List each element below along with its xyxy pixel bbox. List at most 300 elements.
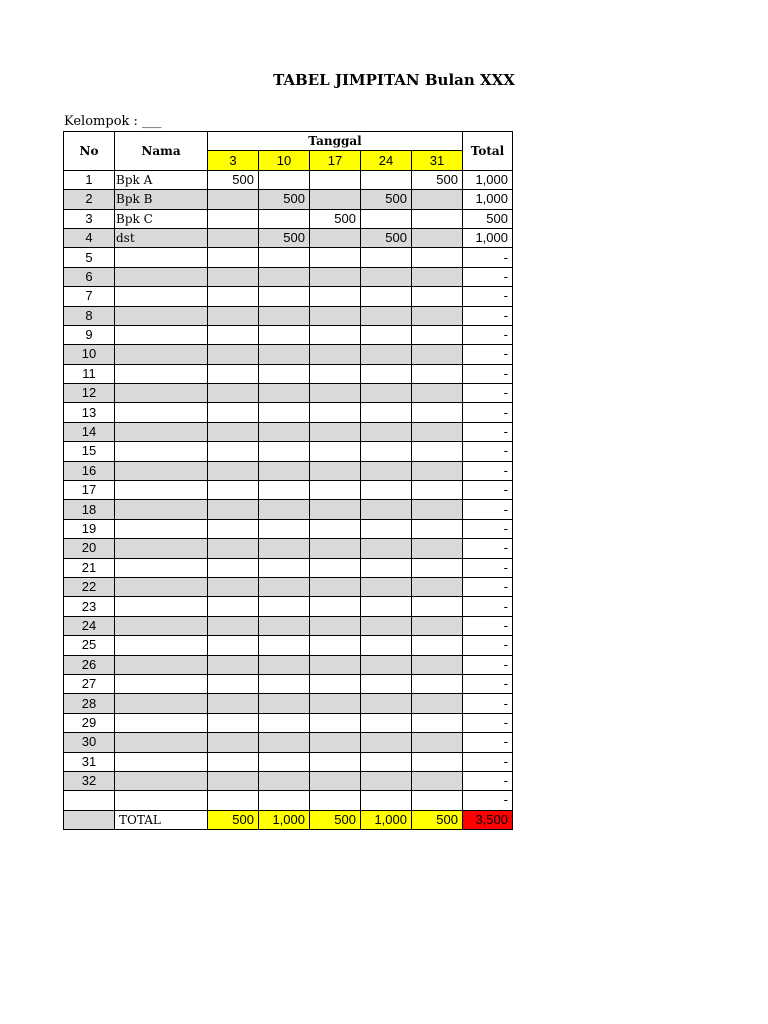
row-value: [208, 500, 259, 519]
table-row: [64, 384, 513, 403]
row-value: [412, 791, 463, 810]
table-row: [64, 500, 513, 519]
row-value: [310, 752, 361, 771]
row-name: [115, 577, 208, 596]
row-value: [361, 209, 412, 228]
table-row: [64, 713, 513, 732]
row-value: [259, 519, 310, 538]
row-value: [208, 267, 259, 286]
row-name: dst: [115, 228, 208, 247]
table-row: [64, 228, 513, 247]
row-name: Bpk B: [115, 190, 208, 209]
row-total: -: [463, 461, 513, 480]
row-value: [259, 558, 310, 577]
row-value: [208, 442, 259, 461]
table-row: [64, 519, 513, 538]
row-name: [115, 403, 208, 422]
row-total: 1,000: [463, 228, 513, 247]
row-value: [310, 422, 361, 441]
row-value: [259, 325, 310, 344]
row-value: [310, 674, 361, 693]
row-value: [310, 267, 361, 286]
row-name: [115, 422, 208, 441]
row-value: 500: [259, 190, 310, 209]
table-row: [64, 287, 513, 306]
row-value: [259, 694, 310, 713]
row-value: [412, 694, 463, 713]
row-value: [361, 345, 412, 364]
row-total: -: [463, 442, 513, 461]
row-number: 9: [64, 325, 115, 344]
row-value: [259, 481, 310, 500]
row-number: 17: [64, 481, 115, 500]
row-value: [310, 771, 361, 790]
row-value: [259, 577, 310, 596]
row-number: 12: [64, 384, 115, 403]
table-row: [64, 655, 513, 674]
total-cell: 500: [310, 810, 361, 829]
row-value: [412, 209, 463, 228]
row-value: 500: [310, 209, 361, 228]
total-no-cell: [64, 810, 115, 829]
row-total: -: [463, 771, 513, 790]
row-value: [259, 791, 310, 810]
row-number: 1: [64, 170, 115, 189]
total-row: [64, 810, 513, 829]
row-value: [310, 403, 361, 422]
row-value: [310, 481, 361, 500]
row-value: [259, 403, 310, 422]
row-value: [208, 616, 259, 635]
row-number: 22: [64, 577, 115, 596]
row-number: 16: [64, 461, 115, 480]
row-value: [259, 248, 310, 267]
row-value: [310, 791, 361, 810]
row-value: [310, 694, 361, 713]
row-total: -: [463, 500, 513, 519]
row-name: [115, 791, 208, 810]
header-total: Total: [463, 132, 513, 171]
row-value: [412, 228, 463, 247]
row-value: [361, 248, 412, 267]
header-nama: Nama: [115, 132, 208, 171]
row-total: -: [463, 345, 513, 364]
row-value: [208, 558, 259, 577]
row-number: 3: [64, 209, 115, 228]
total-cell: 500: [208, 810, 259, 829]
row-value: [361, 733, 412, 752]
row-value: [412, 674, 463, 693]
row-total: -: [463, 306, 513, 325]
row-value: [259, 674, 310, 693]
row-value: [310, 500, 361, 519]
row-total: -: [463, 519, 513, 538]
row-name: [115, 248, 208, 267]
row-number: 26: [64, 655, 115, 674]
table-row: [64, 306, 513, 325]
row-value: [259, 442, 310, 461]
row-total: -: [463, 384, 513, 403]
row-value: [361, 481, 412, 500]
grand-total-cell: 3,500: [463, 810, 513, 829]
row-name: [115, 306, 208, 325]
row-name: [115, 752, 208, 771]
row-value: [259, 287, 310, 306]
row-number: 11: [64, 364, 115, 383]
row-value: [361, 519, 412, 538]
row-value: [310, 190, 361, 209]
row-number: 4: [64, 228, 115, 247]
row-value: [310, 461, 361, 480]
row-value: [259, 616, 310, 635]
row-total: 500: [463, 209, 513, 228]
jimpitan-table: [63, 131, 513, 830]
row-value: [412, 713, 463, 732]
row-value: [361, 771, 412, 790]
row-total: -: [463, 267, 513, 286]
row-value: [361, 325, 412, 344]
row-value: [259, 422, 310, 441]
row-total: -: [463, 733, 513, 752]
row-value: [412, 267, 463, 286]
row-number: 19: [64, 519, 115, 538]
row-total: -: [463, 558, 513, 577]
row-value: [259, 267, 310, 286]
row-value: [361, 287, 412, 306]
row-value: [259, 713, 310, 732]
table-row: [64, 752, 513, 771]
row-total: -: [463, 248, 513, 267]
row-value: [361, 461, 412, 480]
row-name: [115, 616, 208, 635]
row-name: [115, 345, 208, 364]
row-number: 21: [64, 558, 115, 577]
row-value: [259, 752, 310, 771]
row-value: [310, 170, 361, 189]
table-row: [64, 267, 513, 286]
row-total: -: [463, 325, 513, 344]
row-value: [259, 539, 310, 558]
row-value: [310, 306, 361, 325]
row-name: [115, 771, 208, 790]
total-cell: 500: [412, 810, 463, 829]
table-row: [64, 733, 513, 752]
table-row: [64, 190, 513, 209]
row-name: [115, 519, 208, 538]
table-row: [64, 325, 513, 344]
row-value: [310, 325, 361, 344]
row-value: [208, 364, 259, 383]
row-value: [412, 325, 463, 344]
row-number: 2: [64, 190, 115, 209]
row-value: [259, 636, 310, 655]
row-value: [208, 539, 259, 558]
row-name: [115, 384, 208, 403]
row-value: [208, 519, 259, 538]
row-value: [310, 364, 361, 383]
row-value: [208, 791, 259, 810]
row-value: [412, 384, 463, 403]
row-value: [361, 558, 412, 577]
row-value: [361, 384, 412, 403]
table-row: [64, 461, 513, 480]
row-value: [412, 752, 463, 771]
row-value: [259, 771, 310, 790]
row-value: [310, 384, 361, 403]
row-value: [259, 306, 310, 325]
row-value: [361, 616, 412, 635]
row-value: [208, 287, 259, 306]
row-value: [412, 442, 463, 461]
row-value: [208, 422, 259, 441]
row-value: [259, 597, 310, 616]
row-number: 30: [64, 733, 115, 752]
table-row: [64, 577, 513, 596]
row-value: [208, 752, 259, 771]
table-row: [64, 616, 513, 635]
row-value: [412, 771, 463, 790]
row-value: [259, 364, 310, 383]
table-row: [64, 209, 513, 228]
row-value: 500: [361, 190, 412, 209]
date-header-cell: 24: [361, 151, 412, 170]
row-value: [361, 597, 412, 616]
row-value: [412, 558, 463, 577]
table-row: [64, 442, 513, 461]
row-total: -: [463, 481, 513, 500]
row-value: [412, 422, 463, 441]
row-value: [361, 577, 412, 596]
row-value: [310, 655, 361, 674]
table-row: [64, 248, 513, 267]
row-value: [412, 733, 463, 752]
row-value: [361, 442, 412, 461]
row-number: 28: [64, 694, 115, 713]
row-value: [412, 306, 463, 325]
row-value: [361, 674, 412, 693]
row-value: [412, 345, 463, 364]
row-name: Bpk A: [115, 170, 208, 189]
row-total: -: [463, 636, 513, 655]
table-row: [64, 558, 513, 577]
row-value: [361, 170, 412, 189]
row-total: -: [463, 791, 513, 810]
date-header-cell: 31: [412, 151, 463, 170]
row-number: [64, 791, 115, 810]
row-value: [361, 752, 412, 771]
row-value: [361, 267, 412, 286]
row-value: 500: [259, 228, 310, 247]
row-total: -: [463, 713, 513, 732]
row-total: -: [463, 539, 513, 558]
total-label: TOTAL: [115, 810, 208, 829]
row-total: -: [463, 655, 513, 674]
table-row: [64, 694, 513, 713]
row-value: [310, 519, 361, 538]
row-value: [208, 771, 259, 790]
row-value: [412, 461, 463, 480]
row-number: 31: [64, 752, 115, 771]
row-number: 5: [64, 248, 115, 267]
row-value: [310, 539, 361, 558]
row-value: [208, 597, 259, 616]
row-value: [361, 364, 412, 383]
row-value: [361, 791, 412, 810]
row-value: [412, 248, 463, 267]
table-row: [64, 422, 513, 441]
row-total: -: [463, 422, 513, 441]
row-number: 13: [64, 403, 115, 422]
row-value: [361, 713, 412, 732]
row-value: 500: [412, 170, 463, 189]
row-number: 24: [64, 616, 115, 635]
row-value: [208, 713, 259, 732]
row-value: [412, 655, 463, 674]
table-row: [64, 345, 513, 364]
row-name: [115, 539, 208, 558]
row-total: -: [463, 287, 513, 306]
row-total: -: [463, 616, 513, 635]
row-name: [115, 713, 208, 732]
row-value: [310, 636, 361, 655]
row-number: 10: [64, 345, 115, 364]
row-value: [310, 345, 361, 364]
row-value: [412, 403, 463, 422]
row-name: [115, 442, 208, 461]
kelompok-label: Kelompok : ___: [64, 114, 162, 129]
row-number: 23: [64, 597, 115, 616]
row-name: [115, 325, 208, 344]
row-number: 29: [64, 713, 115, 732]
table-row: [64, 403, 513, 422]
row-value: [208, 461, 259, 480]
row-name: [115, 500, 208, 519]
table-row: [64, 170, 513, 189]
row-name: [115, 287, 208, 306]
row-name: Bpk C: [115, 209, 208, 228]
table-row: [64, 771, 513, 790]
row-value: [412, 519, 463, 538]
row-total: -: [463, 674, 513, 693]
row-value: [412, 597, 463, 616]
table-row: [64, 481, 513, 500]
row-value: [412, 287, 463, 306]
row-value: [208, 345, 259, 364]
row-value: [412, 190, 463, 209]
row-value: [361, 636, 412, 655]
row-value: [361, 422, 412, 441]
row-value: [208, 577, 259, 596]
row-name: [115, 674, 208, 693]
row-name: [115, 733, 208, 752]
row-value: [259, 655, 310, 674]
row-value: [361, 306, 412, 325]
row-value: [310, 558, 361, 577]
page-title: TABEL JIMPITAN Bulan XXX: [273, 71, 515, 89]
row-value: [259, 733, 310, 752]
row-value: [412, 539, 463, 558]
table-row: [64, 636, 513, 655]
row-total: 1,000: [463, 190, 513, 209]
row-value: [412, 364, 463, 383]
total-cell: 1,000: [259, 810, 310, 829]
row-total: -: [463, 577, 513, 596]
row-value: [310, 287, 361, 306]
row-value: [208, 384, 259, 403]
row-number: 7: [64, 287, 115, 306]
row-name: [115, 461, 208, 480]
row-value: [310, 733, 361, 752]
row-total: -: [463, 694, 513, 713]
row-value: [310, 228, 361, 247]
row-value: [259, 500, 310, 519]
table-row: [64, 597, 513, 616]
row-total: -: [463, 403, 513, 422]
row-total: 1,000: [463, 170, 513, 189]
row-number: 8: [64, 306, 115, 325]
row-value: [208, 306, 259, 325]
row-number: 27: [64, 674, 115, 693]
row-value: [259, 384, 310, 403]
row-value: [361, 403, 412, 422]
row-value: [259, 209, 310, 228]
row-value: [361, 500, 412, 519]
row-total: -: [463, 364, 513, 383]
date-header-cell: 3: [208, 151, 259, 170]
table-row: [64, 364, 513, 383]
table-row: [64, 674, 513, 693]
row-name: [115, 481, 208, 500]
row-value: [412, 616, 463, 635]
row-value: [361, 694, 412, 713]
row-value: [259, 170, 310, 189]
row-value: [208, 403, 259, 422]
row-value: [259, 461, 310, 480]
row-value: [208, 655, 259, 674]
row-value: [208, 674, 259, 693]
row-value: [208, 481, 259, 500]
row-number: 14: [64, 422, 115, 441]
row-value: [412, 577, 463, 596]
row-value: [208, 733, 259, 752]
row-name: [115, 597, 208, 616]
row-value: [412, 481, 463, 500]
row-value: [412, 636, 463, 655]
row-value: [310, 597, 361, 616]
row-name: [115, 636, 208, 655]
row-value: [412, 500, 463, 519]
date-header-cell: 17: [310, 151, 361, 170]
row-value: [361, 539, 412, 558]
table-row: [64, 539, 513, 558]
row-value: [310, 616, 361, 635]
row-value: [208, 190, 259, 209]
row-name: [115, 267, 208, 286]
row-number: 6: [64, 267, 115, 286]
header-no: No: [64, 132, 115, 171]
row-name: [115, 558, 208, 577]
row-value: [310, 442, 361, 461]
header-tanggal: Tanggal: [208, 132, 463, 151]
row-name: [115, 694, 208, 713]
row-value: [259, 345, 310, 364]
row-value: [208, 325, 259, 344]
row-value: [208, 209, 259, 228]
row-number: 20: [64, 539, 115, 558]
row-value: [310, 577, 361, 596]
row-value: [208, 636, 259, 655]
table-row: [64, 791, 513, 810]
